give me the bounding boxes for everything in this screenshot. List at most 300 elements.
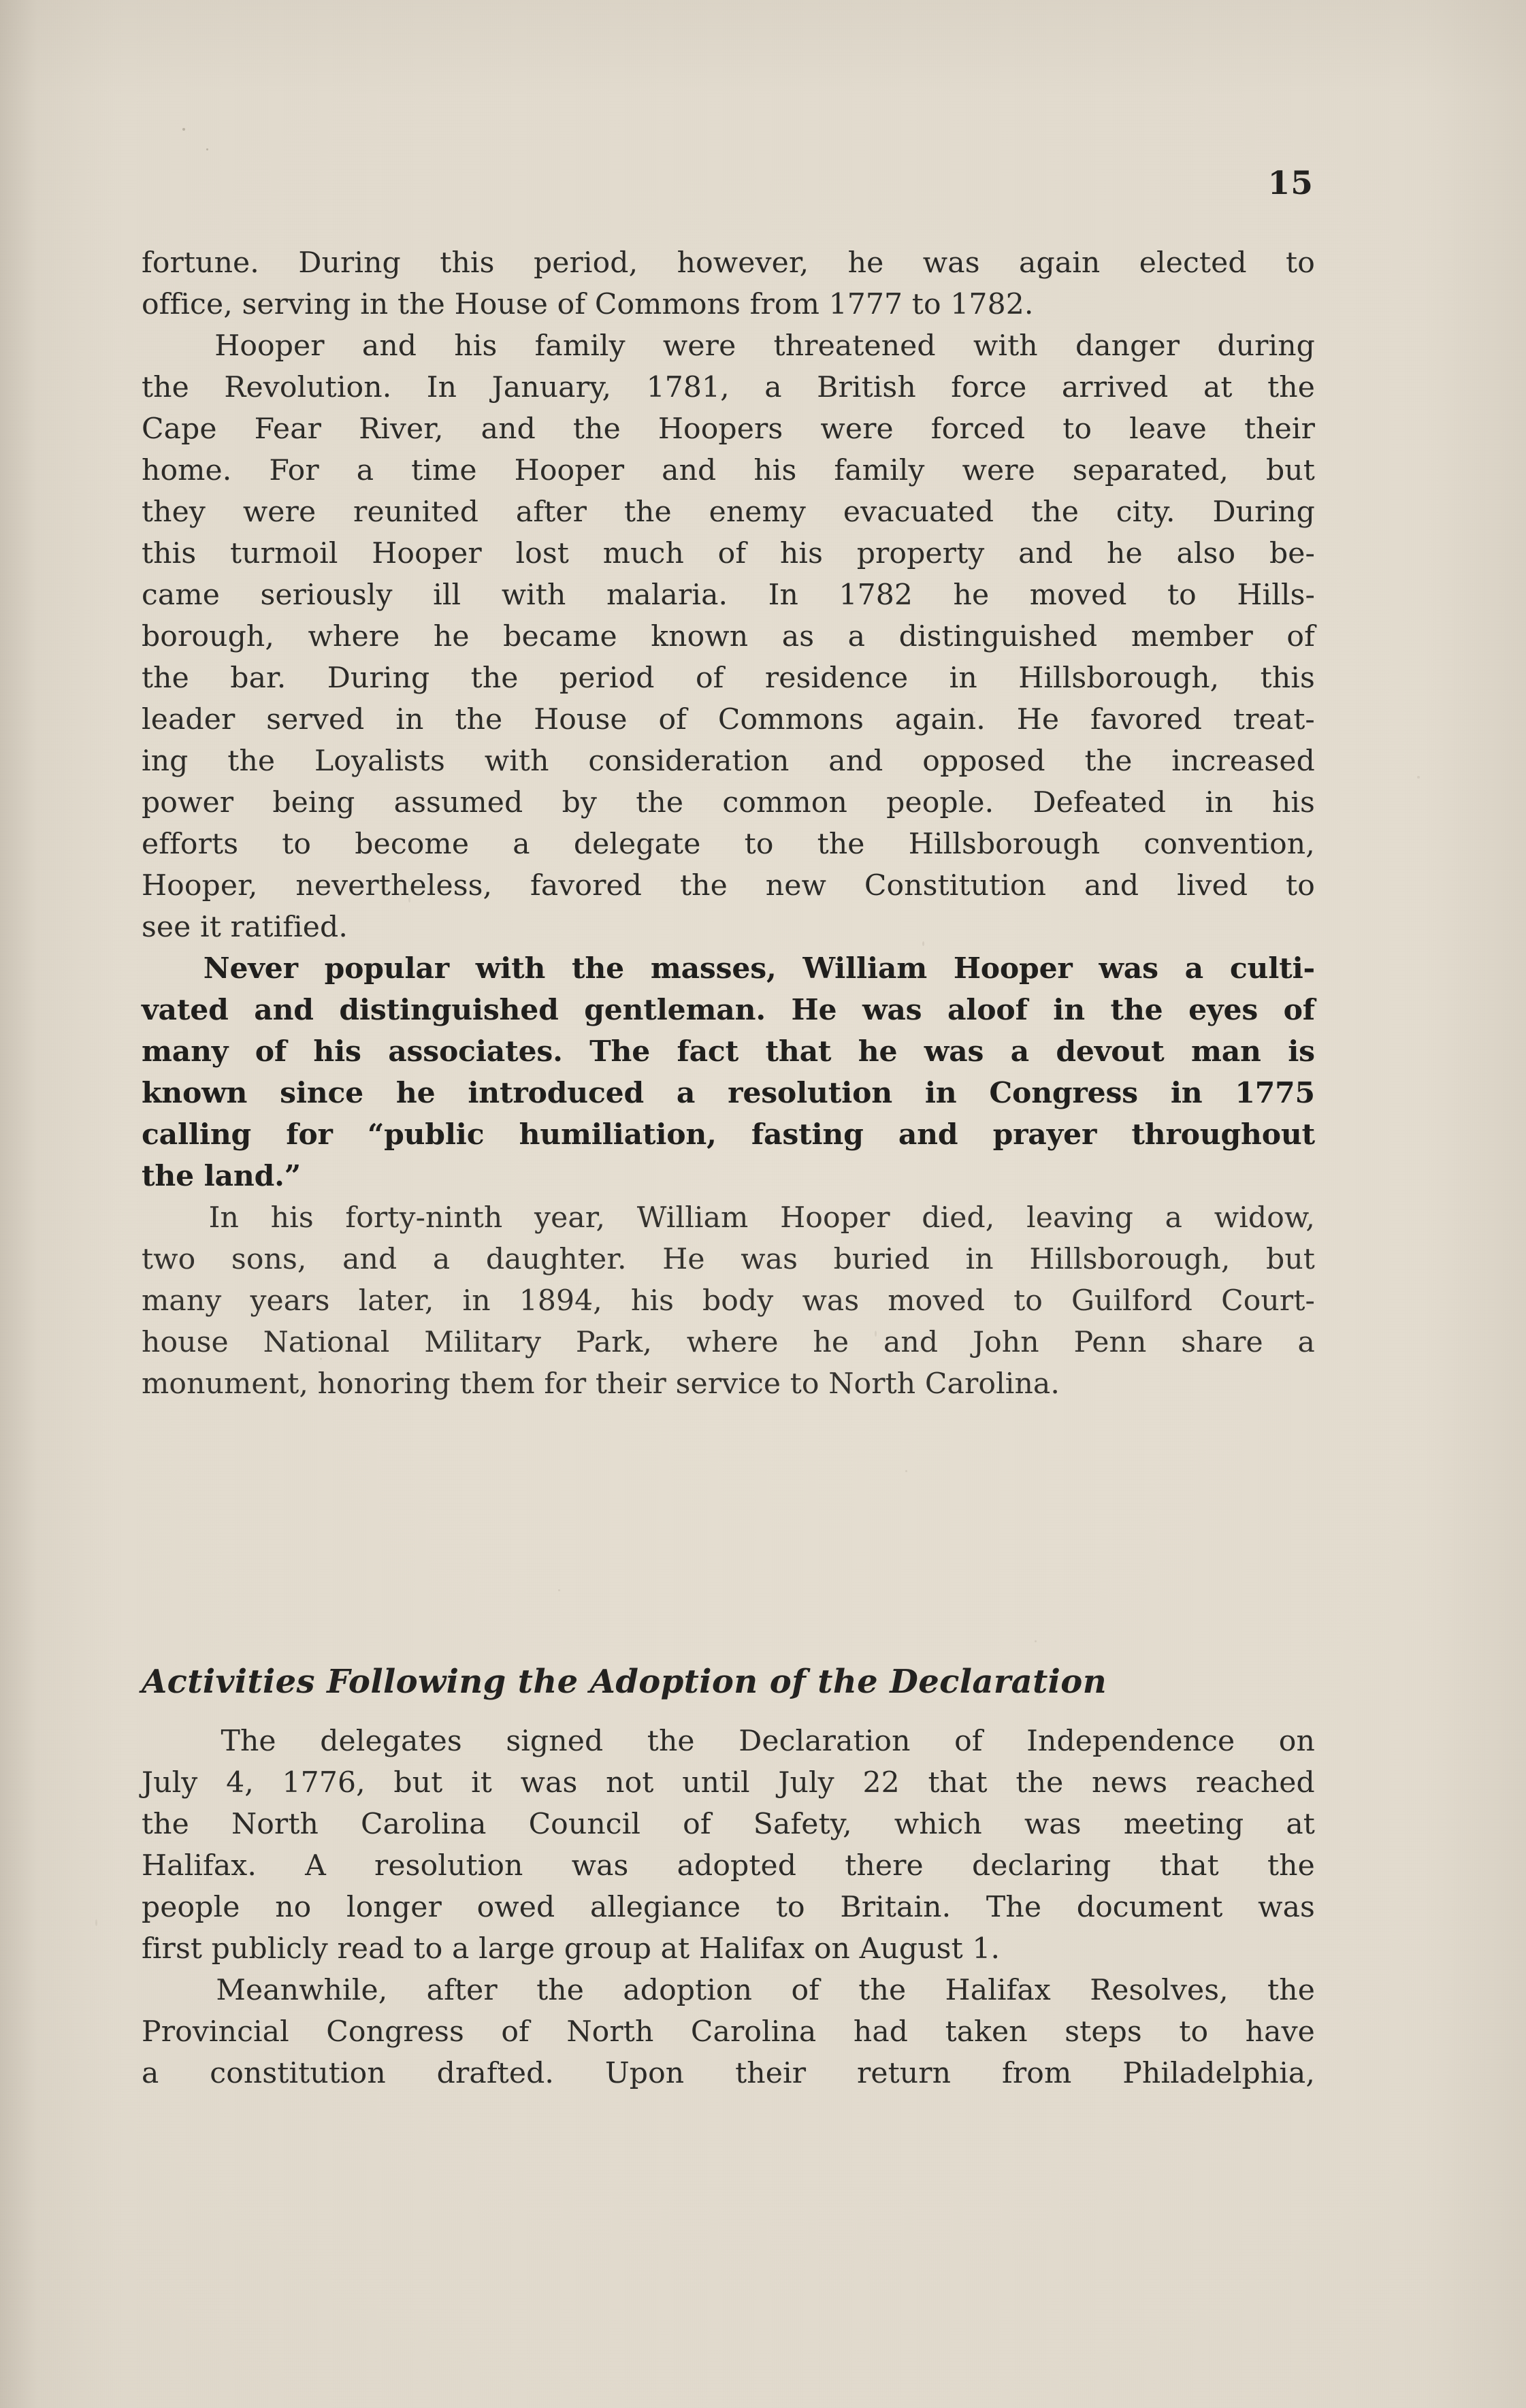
word: fasting xyxy=(751,1118,864,1152)
word: and xyxy=(883,1326,939,1359)
text-line xyxy=(142,1887,1315,1928)
word: after xyxy=(426,1974,498,2007)
text-line xyxy=(142,907,1315,948)
word: separated, xyxy=(1072,454,1229,487)
word: in xyxy=(360,288,389,321)
word: with xyxy=(484,745,549,778)
word: and xyxy=(254,993,314,1027)
word: see xyxy=(142,911,191,944)
word: on xyxy=(1278,1725,1315,1758)
word: Penn xyxy=(1073,1326,1147,1359)
word: in xyxy=(1053,993,1085,1027)
text-line xyxy=(142,1845,1315,1887)
word: the xyxy=(455,703,503,736)
word: to xyxy=(1286,246,1315,280)
word: much xyxy=(602,537,684,570)
word: Hoopers xyxy=(658,412,783,446)
word: the xyxy=(227,745,276,778)
word: favored xyxy=(530,869,643,902)
word: He xyxy=(1016,703,1060,736)
word: Meanwhile, xyxy=(216,1974,388,2007)
text-line xyxy=(142,1762,1315,1804)
word: Hooper xyxy=(514,454,625,487)
word: was xyxy=(520,1766,578,1800)
word: efforts xyxy=(142,828,239,861)
word: a xyxy=(676,1076,696,1110)
word: of xyxy=(255,1035,287,1069)
word: resolution xyxy=(728,1076,892,1110)
word: Cape xyxy=(142,412,217,446)
word: of xyxy=(501,2015,530,2049)
word: was xyxy=(741,1243,798,1276)
word: since xyxy=(280,1076,363,1110)
word: seriously xyxy=(260,579,393,612)
word: owed xyxy=(476,1891,555,1924)
text-line xyxy=(142,408,1315,450)
word: For xyxy=(269,454,319,487)
word: and xyxy=(342,1243,397,1276)
word: Hillsborough xyxy=(908,828,1101,861)
word: at xyxy=(1203,371,1233,404)
word: it xyxy=(471,1766,492,1800)
word: for xyxy=(544,1367,587,1401)
word: A xyxy=(305,1849,326,1883)
word: years xyxy=(250,1284,330,1318)
word: a xyxy=(1010,1035,1029,1069)
word: adopted xyxy=(677,1849,797,1883)
word: at xyxy=(1286,1808,1315,1841)
word: he xyxy=(953,579,990,612)
word: resolution xyxy=(374,1849,523,1883)
word: During xyxy=(1212,495,1315,529)
word: was xyxy=(862,993,922,1027)
word: allegiance xyxy=(589,1891,741,1924)
word: Military xyxy=(424,1326,542,1359)
word: read xyxy=(337,1932,404,1966)
word: document xyxy=(1076,1891,1223,1924)
word: Halifax xyxy=(698,1932,805,1966)
word: John xyxy=(972,1326,1039,1359)
word: their xyxy=(735,2057,807,2090)
word: their xyxy=(595,1367,666,1401)
word: River, xyxy=(359,412,444,446)
word: the xyxy=(142,1159,194,1193)
word: no xyxy=(275,1891,312,1924)
word: forced xyxy=(930,412,1026,446)
word: the xyxy=(142,1808,189,1841)
word: also xyxy=(1176,537,1236,570)
text-line xyxy=(142,865,1315,907)
word: buried xyxy=(833,1243,930,1276)
word: this xyxy=(1260,662,1315,695)
word: of xyxy=(557,288,586,321)
text-line xyxy=(142,284,1315,325)
word: there xyxy=(845,1849,924,1883)
paragraph xyxy=(142,325,1315,948)
word: however, xyxy=(677,246,809,280)
word: them xyxy=(459,1367,535,1401)
word: in xyxy=(924,1076,957,1110)
word: constitution xyxy=(210,2057,386,2090)
word: treat- xyxy=(1233,703,1315,736)
word: after xyxy=(515,495,587,529)
word: the xyxy=(142,371,189,404)
word: introduced xyxy=(468,1076,645,1110)
paragraph xyxy=(142,242,1315,325)
word: The xyxy=(986,1891,1042,1924)
word: family xyxy=(834,454,925,487)
word: was xyxy=(571,1849,629,1883)
word: were xyxy=(962,454,1035,487)
word: consideration xyxy=(588,745,790,778)
word: 4, xyxy=(226,1766,254,1800)
word: In xyxy=(208,1201,240,1235)
word: British xyxy=(817,371,916,404)
word: the xyxy=(647,1725,695,1758)
word: on xyxy=(813,1932,851,1966)
text-line xyxy=(142,1197,1315,1239)
word: Upon xyxy=(604,2057,685,2090)
word: his xyxy=(753,454,797,487)
word: 1775 xyxy=(1235,1076,1315,1110)
word: the xyxy=(572,951,625,986)
word: in xyxy=(1205,786,1233,819)
word: of xyxy=(683,1808,711,1841)
word: a xyxy=(513,828,530,861)
word: distinguished xyxy=(339,993,559,1027)
word: opposed xyxy=(922,745,1045,778)
word: and xyxy=(1084,869,1139,902)
word: but xyxy=(1265,454,1315,487)
word: fortune. xyxy=(142,246,259,280)
word: share xyxy=(1181,1326,1263,1359)
word: until xyxy=(682,1766,750,1800)
word: Hills- xyxy=(1237,579,1315,612)
word: the xyxy=(1084,745,1133,778)
word: the xyxy=(1267,1849,1315,1883)
word: a xyxy=(452,1932,470,1966)
text-line xyxy=(142,741,1315,782)
word: National xyxy=(263,1326,390,1359)
word: evacuated xyxy=(843,495,994,529)
word: was xyxy=(924,1035,984,1069)
word: came xyxy=(142,579,220,612)
word: of xyxy=(954,1725,983,1758)
word: a xyxy=(1184,951,1204,986)
text-line xyxy=(142,824,1315,865)
word: the xyxy=(1267,1974,1315,2007)
word: The xyxy=(589,1035,651,1069)
word: from xyxy=(749,288,819,321)
word: Court- xyxy=(1221,1284,1315,1318)
word: he xyxy=(813,1326,849,1359)
word: popular xyxy=(324,951,449,986)
word: publicly xyxy=(211,1932,328,1966)
word: member xyxy=(1131,620,1253,653)
word: he xyxy=(858,1035,898,1069)
word: Commons xyxy=(717,703,864,736)
word: Carolina. xyxy=(924,1367,1060,1401)
paper-speck xyxy=(182,128,185,131)
word: being xyxy=(272,786,355,819)
word: eyes xyxy=(1188,993,1259,1027)
word: reunited xyxy=(353,495,479,529)
word: in xyxy=(1170,1076,1203,1110)
word: the xyxy=(636,786,684,819)
word: throughout xyxy=(1131,1118,1315,1152)
word: of xyxy=(1286,620,1315,653)
word: a xyxy=(432,1243,451,1276)
word: meeting xyxy=(1123,1808,1244,1841)
word: North xyxy=(566,2015,654,2049)
word: and xyxy=(361,329,417,363)
text-line xyxy=(142,1156,1315,1197)
word: 1776, xyxy=(282,1766,366,1800)
word: William xyxy=(802,951,928,986)
text-line xyxy=(142,1363,1315,1405)
paragraph xyxy=(142,1197,1315,1405)
word: enemy xyxy=(709,495,807,529)
word: August xyxy=(859,1932,963,1966)
word: 22 xyxy=(862,1766,900,1800)
word: widow, xyxy=(1214,1201,1315,1235)
word: from xyxy=(1002,2057,1072,2090)
word: borough, xyxy=(142,620,274,653)
word: that xyxy=(1159,1849,1219,1883)
text-line xyxy=(142,657,1315,699)
word: North xyxy=(828,1367,916,1401)
word: with xyxy=(475,951,546,986)
word: to xyxy=(911,288,941,321)
word: he xyxy=(433,620,470,653)
word: and xyxy=(1018,537,1073,570)
word: his xyxy=(270,1201,314,1235)
word: convention, xyxy=(1143,828,1315,861)
word: became xyxy=(503,620,617,653)
text-line xyxy=(142,1114,1315,1156)
word: January, xyxy=(491,371,612,404)
word: in xyxy=(395,703,424,736)
word: leaving xyxy=(1026,1201,1134,1235)
word: his xyxy=(779,537,823,570)
text-line xyxy=(142,1804,1315,1845)
word: Independence xyxy=(1026,1725,1235,1758)
word: danger xyxy=(1075,329,1180,363)
paper-speck xyxy=(1035,1640,1037,1642)
word: house xyxy=(142,1326,229,1359)
word: service xyxy=(675,1367,781,1401)
word: Hooper xyxy=(780,1201,890,1235)
word: have xyxy=(1245,2015,1315,2049)
word: calling xyxy=(142,1118,252,1152)
word: favored xyxy=(1090,703,1203,736)
word: ing xyxy=(142,745,189,778)
word: his xyxy=(454,329,498,363)
word: 1782. xyxy=(950,288,1034,321)
word: city. xyxy=(1116,495,1175,529)
word: culti- xyxy=(1229,951,1315,986)
word: honoring xyxy=(317,1367,451,1401)
word: of xyxy=(658,703,687,736)
word: Defeated xyxy=(1033,786,1167,819)
word: two xyxy=(142,1243,196,1276)
text-line xyxy=(142,1073,1315,1114)
text-line xyxy=(142,1721,1315,1762)
word: had xyxy=(853,2015,909,2049)
word: was xyxy=(1099,951,1158,986)
word: lived xyxy=(1177,869,1248,902)
word: North xyxy=(231,1808,319,1841)
word: his xyxy=(630,1284,674,1318)
word: to xyxy=(744,828,774,861)
word: Never xyxy=(203,951,298,986)
word: 1781, xyxy=(646,371,730,404)
word: he xyxy=(847,246,884,280)
word: Philadelphia, xyxy=(1122,2057,1315,2090)
word: House xyxy=(534,703,628,736)
word: Provincial xyxy=(142,2015,289,2049)
word: a xyxy=(1165,1201,1183,1235)
word: many xyxy=(142,1035,229,1069)
word: a xyxy=(764,371,782,404)
word: people xyxy=(142,1891,240,1924)
word: but xyxy=(1266,1243,1315,1276)
text-line xyxy=(142,990,1315,1031)
word: malaria. xyxy=(606,579,728,612)
word: House xyxy=(454,288,549,321)
word: that xyxy=(928,1766,988,1800)
paragraph xyxy=(142,948,1315,1197)
text-line xyxy=(142,367,1315,408)
word: The xyxy=(221,1725,276,1758)
word: and xyxy=(828,745,883,778)
word: where xyxy=(308,620,400,653)
word: as xyxy=(781,620,815,653)
word: the xyxy=(679,869,728,902)
word: family xyxy=(534,329,626,363)
word: which xyxy=(894,1808,982,1841)
word: Park, xyxy=(575,1326,652,1359)
text-line xyxy=(142,491,1315,533)
word: turmoil xyxy=(229,537,338,570)
word: known xyxy=(651,620,749,653)
word: devout xyxy=(1056,1035,1165,1069)
word: of xyxy=(695,662,724,695)
word: steps xyxy=(1065,2015,1142,2049)
word: Commons xyxy=(594,288,741,321)
word: reached xyxy=(1195,1766,1315,1800)
word: nevertheless, xyxy=(295,869,493,902)
word: leader xyxy=(142,703,236,736)
word: and xyxy=(898,1118,958,1152)
word: gentleman. xyxy=(584,993,766,1027)
word: the xyxy=(817,828,865,861)
paper-speck xyxy=(1417,776,1420,779)
word: residence xyxy=(764,662,909,695)
word: was xyxy=(1258,1891,1315,1924)
word: aloof xyxy=(947,993,1028,1027)
word: increased xyxy=(1171,745,1315,778)
word: Congress xyxy=(989,1076,1138,1110)
word: fact xyxy=(677,1035,739,1069)
word: He xyxy=(662,1243,705,1276)
text-line xyxy=(142,1280,1315,1322)
word: Safety, xyxy=(753,1808,852,1841)
text-line xyxy=(142,1970,1315,2011)
word: masses, xyxy=(650,951,777,986)
word: period, xyxy=(533,246,638,280)
word: were xyxy=(662,329,736,363)
word: the xyxy=(1267,371,1315,404)
word: to xyxy=(1167,579,1197,612)
word: is xyxy=(1288,1035,1315,1069)
word: the xyxy=(397,288,445,321)
word: Declaration xyxy=(738,1725,911,1758)
word: power xyxy=(142,786,234,819)
word: Fear xyxy=(254,412,322,446)
word: to xyxy=(775,1891,805,1924)
word: to xyxy=(1179,2015,1209,2049)
word: sons, xyxy=(231,1243,307,1276)
word: forty-ninth xyxy=(345,1201,503,1235)
word: where xyxy=(686,1326,779,1359)
word: Hillsborough, xyxy=(1029,1243,1231,1276)
word: his xyxy=(313,1035,361,1069)
paragraph xyxy=(142,1721,1315,1970)
word: not xyxy=(606,1766,654,1800)
word: declaring xyxy=(971,1849,1111,1883)
word: year, xyxy=(534,1201,606,1235)
text-line xyxy=(142,574,1315,616)
word: humiliation, xyxy=(519,1118,717,1152)
word: died, xyxy=(922,1201,995,1235)
word: to xyxy=(1062,412,1092,446)
word: served xyxy=(266,703,365,736)
word: become xyxy=(355,828,470,861)
word: Hooper xyxy=(372,537,482,570)
word: the xyxy=(536,1974,584,2007)
word: new xyxy=(765,869,826,902)
word: taken xyxy=(945,2015,1028,2049)
text-line xyxy=(142,1322,1315,1363)
word: Carolina xyxy=(361,1808,487,1841)
word: the xyxy=(142,662,189,695)
word: daughter. xyxy=(485,1243,627,1276)
word: was xyxy=(922,246,980,280)
word: again xyxy=(1019,246,1101,280)
word: that xyxy=(765,1035,832,1069)
text-line xyxy=(142,699,1315,741)
word: monument, xyxy=(142,1367,308,1401)
word: to xyxy=(282,828,312,861)
word: he xyxy=(1107,537,1143,570)
word: common xyxy=(722,786,847,819)
section-heading: Activities Following the Adoption of the Declaration xyxy=(142,1662,1107,1701)
word: home. xyxy=(142,454,232,487)
word: this xyxy=(142,537,197,570)
word: the xyxy=(858,1974,907,2007)
word: news xyxy=(1092,1766,1168,1800)
word: they xyxy=(142,495,206,529)
word: with xyxy=(501,579,566,612)
word: Hillsborough, xyxy=(1018,662,1220,695)
word: Hooper xyxy=(953,951,1073,986)
word: the xyxy=(623,495,672,529)
word: of xyxy=(791,1974,819,2007)
word: time xyxy=(411,454,477,487)
word: for xyxy=(286,1118,333,1152)
text-line xyxy=(142,948,1315,990)
